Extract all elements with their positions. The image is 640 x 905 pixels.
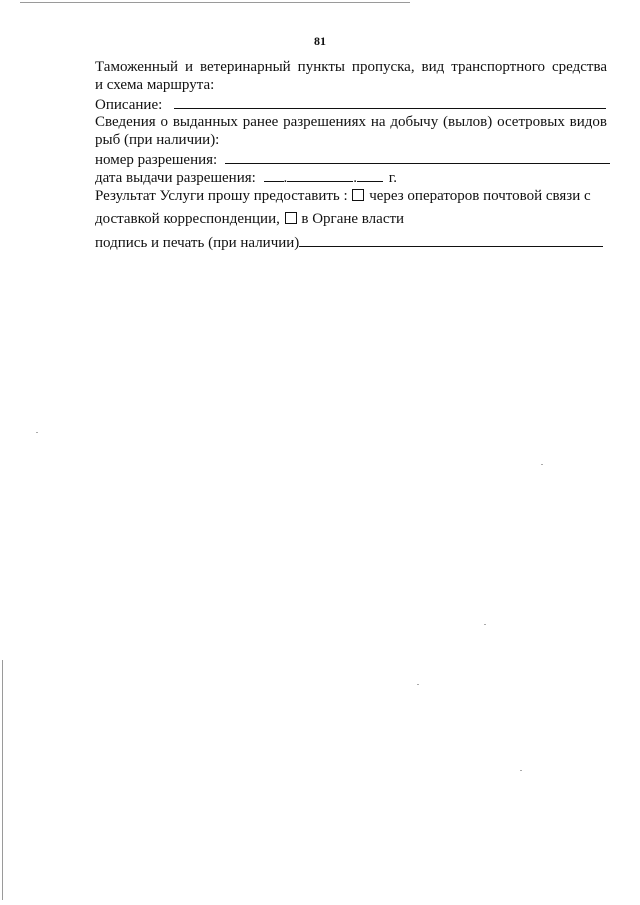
left-edge-line (2, 660, 3, 900)
scan-speck (36, 432, 38, 433)
signature-label: подпись и печать (при наличии) (95, 234, 300, 251)
permit-number-field[interactable] (225, 149, 610, 164)
permit-number-row (95, 149, 607, 167)
result-row-2 (95, 210, 607, 228)
scan-speck (541, 464, 543, 465)
issue-day-field[interactable] (264, 167, 284, 182)
issue-date-label: дата выдачи разрешения: (95, 170, 256, 187)
previous-permits-line: Сведения о выданных ранее разрешениях на добычу (вылов) осетровых видов (95, 113, 607, 130)
post-delivery-label: через операторов почтовой связи с (369, 188, 591, 205)
result-row (95, 187, 607, 205)
fish-species-line: рыб (при наличии): (95, 131, 220, 148)
signature-field[interactable] (299, 232, 603, 247)
customs-points-line: Таможенный и ветеринарный пункты пропуска, вид транспортного средства (95, 59, 607, 75)
signature-row (95, 232, 607, 250)
issue-date-row: дата выдачи разрешения: . . г. (95, 167, 607, 185)
issue-year-field[interactable] (357, 167, 383, 182)
page-number: 81 (314, 34, 326, 48)
post-delivery-label-cont: доставкой корреспонденции, (95, 210, 280, 227)
form-body (95, 58, 607, 250)
route-scheme-line: и схема маршрута: (95, 77, 215, 94)
top-edge-line (20, 2, 410, 3)
result-label: Результат Услуги прошу предоставить : (95, 188, 348, 205)
description-row (95, 94, 607, 112)
office-label: в Органе власти (301, 210, 405, 227)
post-delivery-checkbox[interactable] (352, 189, 364, 201)
scan-speck (520, 770, 522, 771)
year-suffix: г. (388, 170, 398, 187)
description-field[interactable] (174, 94, 606, 109)
issue-month-field[interactable] (287, 167, 353, 182)
description-label: Описание: (95, 97, 163, 114)
scan-speck (417, 684, 419, 685)
office-checkbox[interactable] (285, 212, 297, 224)
scan-speck (484, 624, 486, 625)
permit-number-label: номер разрешения: (95, 151, 218, 168)
